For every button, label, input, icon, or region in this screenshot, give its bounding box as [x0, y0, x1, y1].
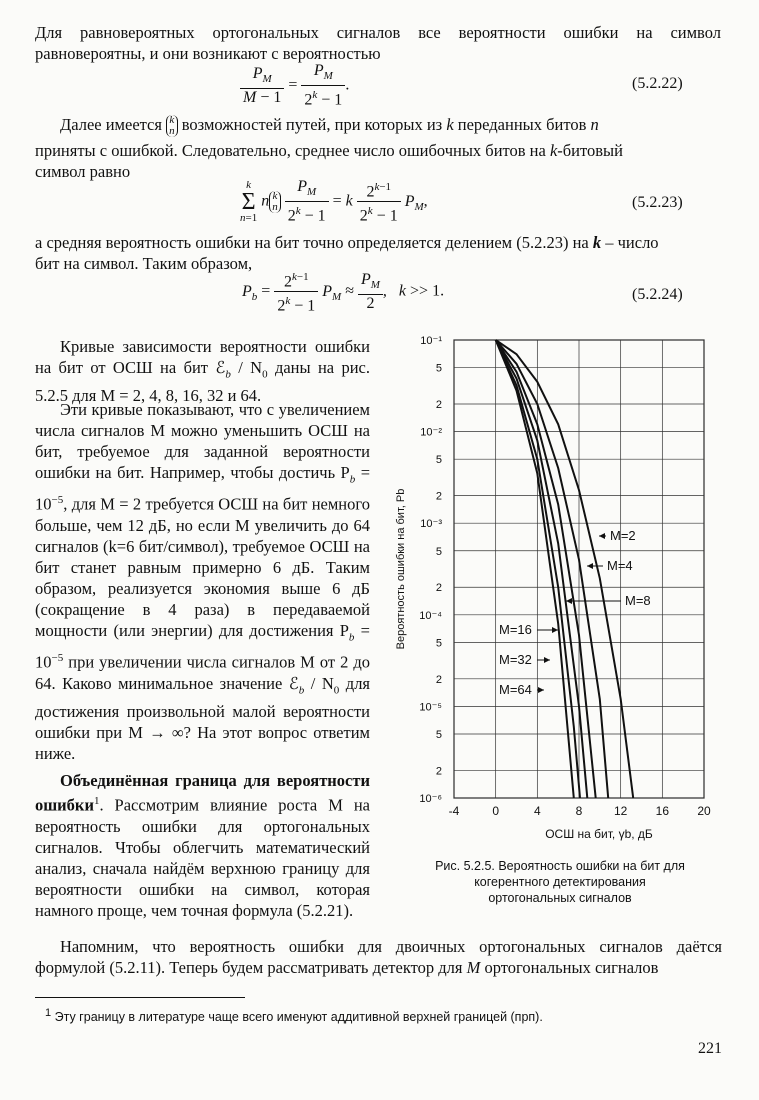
x-tick-label: 16 — [655, 804, 670, 818]
arrow-head — [544, 657, 550, 663]
x-tick-label: 12 — [613, 804, 628, 818]
equation-5-2-24: $P_b$ = $\frac{2^{k-1}}{2^k - 1}$ $P_M$ ≈ $\frac{P_M}{2}$ , k >> 1. — [242, 268, 444, 316]
y-tick-label: 10⁻¹ — [420, 335, 442, 347]
figure-caption — [405, 858, 715, 906]
para3-line1: а средняя вероятность ошибки на бит точно определяется делением (5.2.23) на k – число — [35, 233, 659, 252]
y-tick-label: 10⁻⁵ — [419, 701, 442, 714]
x-tick-label: 0 — [492, 804, 500, 818]
y-tick-label: 5 — [435, 454, 442, 467]
para1-line2: равновероятны, и они возникают с вероятностью — [35, 44, 381, 63]
y-axis-title: Вероятность ошибки на бит, Pb — [395, 488, 407, 650]
left-col-para3: Объединённая граница для вероятности ошибки$^1$. Рассмотрим влияние роста M на вероятность ошибки для ортогональных сигналов. Чтобы облегчить математический анализ, сначала найдём верхнюю границу для вероятности ошибки на символ, которая намного проще, чем точная формула (5.2.21). — [35, 771, 370, 920]
y-tick-label: 2 — [435, 765, 442, 778]
y-tick-label: 10⁻⁶ — [419, 793, 442, 805]
footnote: $^1$ Эту границу в литературе чаще всего именуют аддитивной верхней границей (прп). — [45, 1007, 543, 1025]
left-col-para2: Эти кривые показывают, что с увеличением числа сигналов M можно уменьшить ОСШ на бит, требуемое для заданной вероятности ошибки на бит. Например, чтобы достичь $P_b = 10^{-5}$, для M = 2 требуется ОСШ на бит немного больше, чем 12 дБ, но если M увеличить до 64 сигналов (k=6 бит/символ), требуемое ОСШ на бит станет равным примерно 6 дБ. Таким образом, реализуется экономия выше 6 дБ (сокращение в 4 раза) в передаваемой мощности (или энергии) для достижения $P_b = 10^{-5}$ при увеличении числа сигналов M от 2 до 64. Каково минимальное значение ℰ$_b$ / $N_0$ для достижения произвольной малой вероятности ошибки при M → ∞? На этот вопрос ответим ниже. — [35, 400, 371, 763]
y-tick-label: 5 — [435, 637, 442, 650]
caption-line: когерентного детектирования — [474, 875, 646, 889]
para2-line1: Далее имеется k n возможностей путей, при которых из k переданных битов n — [60, 114, 599, 138]
y-tick-label: 2 — [435, 399, 442, 412]
y-tick-label: 2 — [435, 673, 442, 686]
y-tick-label: 10⁻³ — [420, 518, 442, 531]
para2-line2: приняты с ошибкой. Следовательно, среднее число ошибочных битов на k-битовый — [35, 141, 623, 160]
x-tick-label: -4 — [448, 804, 460, 818]
left-col-para1: Кривые зависимости вероятности ошибки на бит от ОСШ на бит ℰ$_b$ / $N_0$ даны на рис. 5.2.5 для M = 2, 4, 8, 16, 32 и 64. — [35, 337, 370, 406]
curve-label: M=64 — [499, 682, 532, 697]
arrow-head — [552, 627, 558, 633]
y-tick-label: 5 — [435, 362, 442, 375]
curve-label: M=32 — [499, 652, 532, 667]
x-tick-label: 20 — [697, 804, 711, 818]
equation-number: (5.2.22) — [632, 75, 683, 92]
curve-label: M=16 — [499, 622, 532, 637]
x-tick-label: 8 — [575, 804, 583, 818]
x-tick-label: 4 — [533, 804, 541, 818]
para4-line2: формулой (5.2.11). Теперь будем рассматривать детектор для M ортогональных сигналов — [35, 958, 659, 977]
chart-svg — [392, 330, 732, 850]
curve-label: M=2 — [610, 528, 636, 543]
equation-5-2-23: k Σ n=1 n k n $\frac{P_M}{2^k - 1}$ = k $\frac{2^{k-1}}{2^k - 1}$ $P_M$, — [240, 178, 428, 225]
page-number: 221 — [698, 1040, 722, 1057]
error-probability-chart — [392, 330, 732, 850]
equation-number: (5.2.24) — [632, 286, 683, 303]
caption-line: Рис. 5.2.5. Вероятность ошибки на бит для — [435, 859, 685, 873]
arrow-head — [566, 598, 572, 604]
series-line — [496, 340, 609, 798]
para4-line1: Напомним, что вероятность ошибки для двоичных ортогональных сигналов даётся — [60, 937, 722, 956]
footnote-rule — [35, 997, 245, 998]
caption-line: ортогональных сигналов — [488, 891, 632, 905]
y-tick-label: 10⁻² — [420, 426, 442, 439]
para1-line1: Для равновероятных ортогональных сигналов все вероятности ошибки на символ — [35, 23, 721, 42]
y-tick-label: 5 — [435, 728, 442, 741]
para2-line3: символ равно — [35, 162, 131, 181]
curve-label: M=8 — [625, 593, 651, 608]
arrow-head — [599, 533, 605, 539]
arrow-head — [587, 563, 593, 569]
equation-number: (5.2.23) — [632, 194, 683, 211]
equation-5-2-22: $\frac{P_M}{M - 1}$ = $\frac{P_M}{2^k - 1}$ . — [240, 62, 349, 110]
y-tick-label: 5 — [435, 545, 442, 558]
y-tick-label: 2 — [435, 490, 442, 503]
arrow-head — [538, 687, 544, 693]
para3-line2: бит на символ. Таким образом, — [35, 254, 253, 273]
curve-label: M=4 — [607, 558, 633, 573]
y-tick-label: 10⁻⁴ — [419, 609, 442, 622]
y-tick-label: 2 — [435, 582, 442, 595]
x-axis-title: ОСШ на бит, γb, дБ — [545, 827, 653, 841]
